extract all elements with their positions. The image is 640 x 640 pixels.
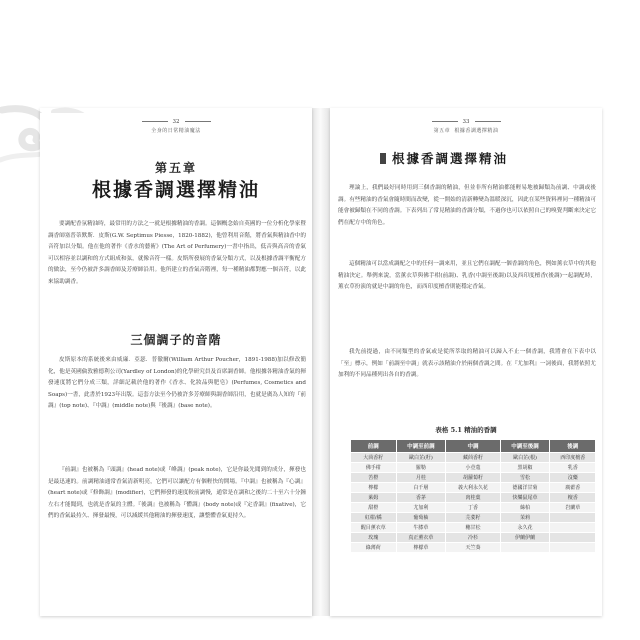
table-row <box>351 473 596 483</box>
table-cell: 德國洋甘菊 <box>500 483 550 493</box>
section-paragraph-1: 皮斯原本的系統後來由威廉．亞瑟．普徹爾(William Arthur Poucher，1891-1988)加以修改簡化，他是英國倫敦雅德利公司(Yardley of London)的化學研究員及首席調香師。他根據各精油香氣的揮發速度將它們分成三類，詳細記載於他的著作《香水、化妝品與肥皂》(Perfumes, Cosmetics and Soaps)一書，此書於1923年出版。這套方法至今仍被許多芳療師與調香師沿用，也就是廣為人知的『前調』(top note)、『中調』(middle note)與『後調』(base note)。 <box>48 357 306 410</box>
table-row <box>351 453 596 463</box>
intro-paragraph: 要調配香氛精油時，最常用的方法之一就是根據精油的香調。這個概念始自英國的一位分析化學家暨調香師塞普蒂默斯．皮斯(G.W. Septimus Piesse，1820-1882)，他曾利用音階，將香氣與精油香中的音符加以分類。他在他的著作《香水的藝術》(The Art of Perfumery)一書中指出，低音與高音的香氣可以相容並以調和的方式組成和弦，就像音符一樣。皮斯所發展的香氣分類方式，以及根據香調平衡配方的做法，至今仍被許多調香師及芳療師沿用。他所建立的香氣音階裡，每一種精油都對應一個音符，以此來協助調香。 <box>48 221 306 285</box>
right-paragraph-3: 我先前提過，由不同類型的香氣或是從所萃取的精油可以歸入不止一個香調，我將會在下表中以「至」標示，例如「前調至中調」就表示該精油介於兩個香調之間。在『尤加利』一詞後面，我將依照尤加利的不同品種列出各自的香調。 <box>338 349 596 379</box>
table-header-cell: 中調至前調 <box>396 440 446 453</box>
left-header-rule <box>142 121 168 122</box>
table-cell <box>550 523 596 533</box>
table-cell: 檸檬草 <box>396 543 446 553</box>
table-cell: 醒目薰衣草 <box>351 523 397 533</box>
table-header-cell: 後調 <box>550 440 596 453</box>
right-header-rule <box>432 121 458 122</box>
table-row <box>351 533 596 543</box>
right-running-head <box>330 127 602 134</box>
table-cell: 紅柑/橘 <box>351 513 397 523</box>
table-title: 表格 5.1 精油的香調 <box>435 426 497 434</box>
table-cell: 冷杉 <box>446 533 500 543</box>
table-cell: 真正薰衣草 <box>396 533 446 543</box>
table-header-cell: 中調至後調 <box>500 440 550 453</box>
right-chapter-tag: 第五章 <box>433 128 451 134</box>
table-cell: 茉莉 <box>500 513 550 523</box>
table-cell: 萊姆 <box>351 493 397 503</box>
section-paragraph-2: 『前調』也被稱為『頭調』(head note)或『峰調』(peak note)，它是你最先聞到的成分，揮發也是最迅速的。前調精油通常香氣清新明亮，它們可以讓配方有個輕快的開場。『中調』也被稱為『心調』(heart note)或『修飾調』(modifier)，它們揮發的速度較前調慢，通常是在調和之後約二十至六十分鐘左右才能聞到，也就是香氣的主體。『後調』也被稱為『體調』(body note)或『定香調』(fixative)，它們的香氣最持久、揮發最慢，可以減緩其他精油的揮發速度，讓整體香氣更持久。 <box>48 467 306 520</box>
table-row <box>351 543 596 553</box>
right-header-rule-right <box>475 121 501 122</box>
left-page-number-text: 32 <box>172 119 180 125</box>
chapter-label: 第五章 <box>154 161 197 175</box>
right-page-number-text: 33 <box>462 119 470 125</box>
right-page-title <box>380 149 508 167</box>
right-running-title: 根據香調選擇精油 <box>454 128 499 134</box>
table-cell: 廣藿香 <box>550 483 596 493</box>
section-title: 三個調子的音階 <box>130 333 222 347</box>
right-page-title-text: 根據香調選擇精油 <box>392 151 509 166</box>
chapter-title: 根據香調選擇精油 <box>91 179 260 201</box>
table-cell: 永久花 <box>500 523 550 533</box>
table-cell: 丁香 <box>446 503 500 513</box>
table-header-row <box>351 440 596 453</box>
table-cell: 佛手柑 <box>351 463 397 473</box>
table-cell: 快樂鼠尾草 <box>500 493 550 503</box>
table-cell: 羅勒 <box>396 463 446 473</box>
right-paragraph-1: 理論上，我們最好同時用到三個香調的精油，但並非所有精油都能輕易地被歸類為前調、中調或後調。有些精油的香氣會隨時間而改變，從一開始的清新轉變為溫暖深沉，因此在某些資料裡同一種精油可能會被歸類在不同的香調。下表列出了常見精油的香調分類，不過你也可以依照自己的嗅覺判斷來決定它們在配方中的角色。 <box>338 185 596 226</box>
left-running-head: 全身的日常精油魔法 <box>151 128 201 134</box>
table-cell: 歐白芷(籽) <box>396 453 446 463</box>
table-cell: 藏茴香籽 <box>446 453 500 463</box>
table-cell: 白千層 <box>396 483 446 493</box>
table-cell: 黑胡椒 <box>500 463 550 473</box>
table-cell: 綠薄荷 <box>351 543 397 553</box>
table-cell: 月桂 <box>396 473 446 483</box>
table-cell: 胡蘿蔔籽 <box>446 473 500 483</box>
right-page <box>330 113 602 613</box>
table-cell: 絲柏 <box>500 503 550 513</box>
table-cell: 檸檬 <box>351 483 397 493</box>
table-cell: 歐白芷(根) <box>500 453 550 463</box>
table-header-cell: 前調 <box>351 440 397 453</box>
table-row <box>351 523 596 533</box>
table-cell: 伊蘭伊蘭 <box>500 533 550 543</box>
table-cell: 芫荽籽 <box>446 513 500 523</box>
table-cell: 穗甘松 <box>446 523 500 533</box>
left-page <box>40 113 312 613</box>
table-cell: 尤加利 <box>396 503 446 513</box>
table-cell <box>550 543 596 553</box>
table-cell: 岩蘭草 <box>550 503 596 513</box>
table-cell: 肉桂葉 <box>446 493 500 503</box>
left-page-number <box>40 119 312 125</box>
left-header-rule-right <box>185 121 211 122</box>
table-cell: 義大利永久花 <box>446 483 500 493</box>
table-cell: 乳香 <box>550 463 596 473</box>
table-cell: 雪松 <box>500 473 550 483</box>
title-marker-bar <box>380 153 386 164</box>
table-cell: 玫瑰 <box>351 533 397 543</box>
table-cell: 沒藥 <box>550 473 596 483</box>
table-row <box>351 463 596 473</box>
table-row <box>351 503 596 513</box>
table-row <box>351 493 596 503</box>
table-cell: 苦橙 <box>351 473 397 483</box>
table-cell: 甜橙 <box>351 503 397 513</box>
right-paragraph-2: 這個精油可以當成調配之中的任何一調來用，並且它們在調配一個香調的角色，例如薰衣草中的其他精油決定。舉例來說，當薰衣草與佛手柑(前調)、乳香(中調至後調)以及西印度檀香(後調)一起調配時，薰衣草扮演的就是中調的角色，而西印度檀香則能穩定香氣。 <box>338 261 596 291</box>
table-row <box>351 513 596 523</box>
table-header-cell: 中調 <box>446 440 500 453</box>
table-cell: 香茅 <box>396 493 446 503</box>
table-cell <box>500 543 550 553</box>
table-cell: 大茴香籽 <box>351 453 397 463</box>
table-cell: 小荳蔻 <box>446 463 500 473</box>
table-cell <box>550 513 596 523</box>
right-page-number <box>330 119 602 125</box>
essential-oil-notes-table <box>350 439 596 553</box>
table-cell: 檀香 <box>550 493 596 503</box>
book-gutter <box>312 108 330 616</box>
table-row <box>351 483 596 493</box>
table-cell: 葡萄柚 <box>396 513 446 523</box>
table-cell: 牛膝草 <box>396 523 446 533</box>
table-cell <box>550 533 596 543</box>
table-cell: 西印度檀香 <box>550 453 596 463</box>
table-cell: 天竺葵 <box>446 543 500 553</box>
